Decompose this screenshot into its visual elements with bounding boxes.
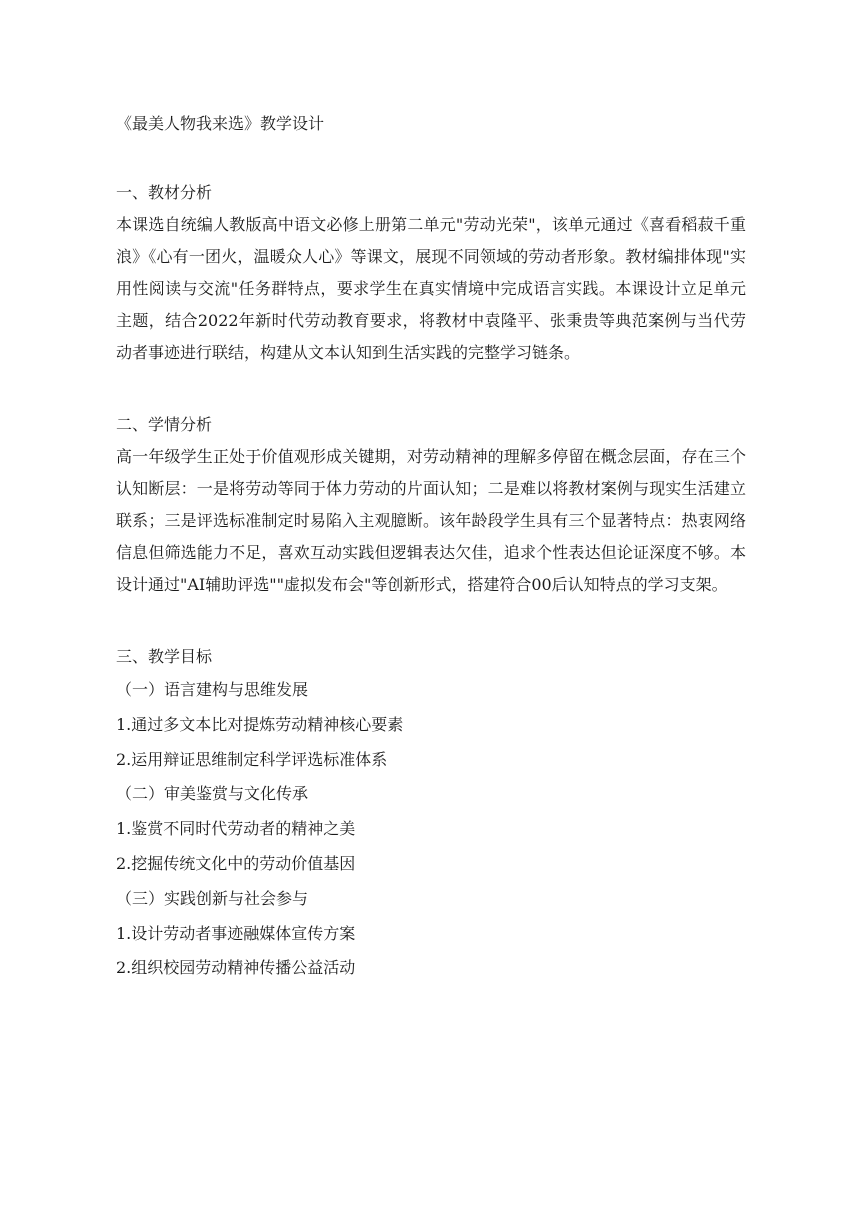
section-heading: 一、教材分析 bbox=[116, 183, 213, 202]
goal-item: 2.运用辩证思维制定科学评选标准体系 bbox=[116, 749, 388, 769]
goal-item: 1.鉴赏不同时代劳动者的精神之美 bbox=[116, 819, 356, 839]
goal-item: 1.通过多文本比对提炼劳动精神核心要素 bbox=[116, 714, 404, 734]
document-title: 《最美人物我来选》教学设计 bbox=[116, 114, 325, 133]
goal-item: 2.挖掘传统文化中的劳动价值基因 bbox=[116, 853, 356, 873]
goal-subheading: （三）实践创新与社会参与 bbox=[116, 888, 309, 908]
goal-subheading: （二）审美鉴赏与文化传承 bbox=[116, 784, 309, 804]
spacer bbox=[116, 601, 746, 641]
goal-subheading: （一）语言建构与思维发展 bbox=[116, 680, 309, 699]
section-teaching-goals bbox=[116, 641, 746, 986]
goal-item: 1.设计劳动者事迹融媒体宣传方案 bbox=[116, 923, 356, 943]
section-heading: 三、教学目标 bbox=[116, 647, 213, 666]
section-paragraph: 本课选自统编人教版高中语文必修上册第二单元"劳动光荣"，该单元通过《喜看稻菽千重浪》《心有一团火，温暖众人心》等课文，展现不同领域的劳动者形象。教材编排体现"实用性阅读与交流"任务群特点，要求学生在真实情境中完成语言实践。本课设计立足单元主题，结合2022年新时代劳动教育要求，将教材中袁隆平、张秉贵等典范案例与当代劳动者事迹进行联结，构建从文本认知到生活实践的完整学习链条。 bbox=[116, 215, 746, 362]
goal-list bbox=[116, 673, 746, 986]
section-student-analysis bbox=[116, 409, 746, 601]
section-heading: 二、学情分析 bbox=[116, 415, 213, 434]
section-textbook-analysis bbox=[116, 177, 746, 369]
section-paragraph: 高一年级学生正处于价值观形成关键期，对劳动精神的理解多停留在概念层面，存在三个认知断层：一是将劳动等同于体力劳动的片面认知；二是难以将教材案例与现实生活建立联系；三是评选标准制定时易陷入主观臆断。该年龄段学生具有三个显著特点：热衷网络信息但筛选能力不足，喜欢互动实践但逻辑表达欠佳，追求个性表达但论证深度不够。本设计通过"AI辅助评选""虚拟发布会"等创新形式，搭建符合00后认知特点的学习支架。 bbox=[116, 447, 746, 594]
spacer bbox=[116, 369, 746, 409]
document-body bbox=[116, 108, 746, 986]
spacer bbox=[116, 140, 746, 177]
goal-item: 2.组织校园劳动精神传播公益活动 bbox=[116, 958, 356, 978]
